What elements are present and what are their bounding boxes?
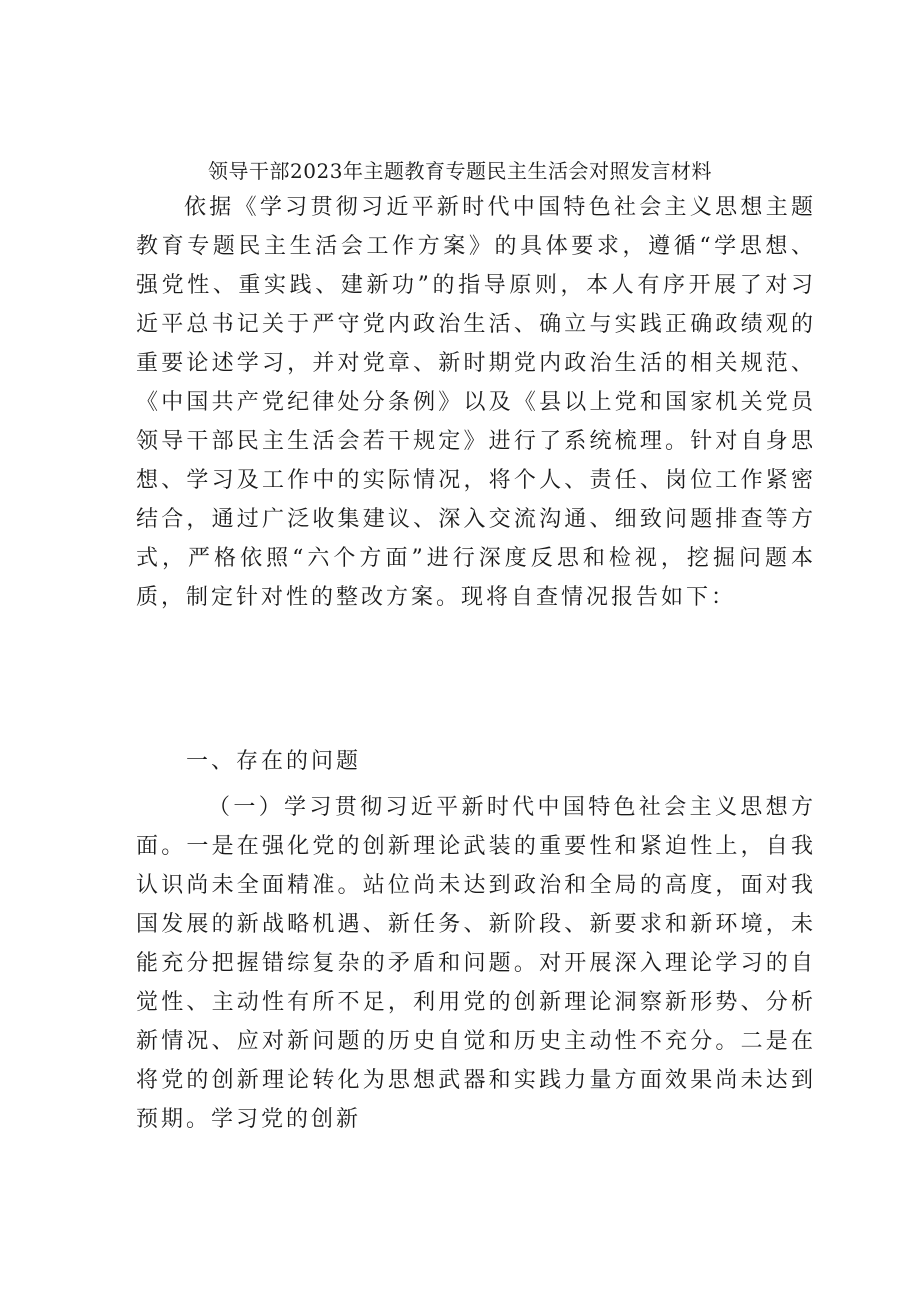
- subsection-paragraph: [136, 788, 816, 1139]
- intro-paragraph: 依据《学习贯彻习近平新时代中国特色社会主义思想主题教育专题民主生活会工作方案》的具体要求，遵循“学思想、强党性、重实践、建新功”的指导原则，本人有序开展了对习近平总书记关于严守党内政治生活、确立与实践正确政绩观的重要论述学习，并对党章、新时期党内政治生活的相关规范、《中国共产党纪律处分条例》以及《县以上党和国家机关党员领导干部民主生活会若干规定》进行了系统梳理。针对自身思想、学习及工作中的实际情况，将个人、责任、岗位工作紧密结合，通过广泛收集建议、深入交流沟通、细致问题排查等方式，严格依照“六个方面”进行深度反思和检视，挖掘问题本质，制定针对性的整改方案。现将自查情况报告如下：: [136, 195, 816, 610]
- document-title: 领导干部2023年主题教育专题民主生活会对照发言材料: [208, 159, 712, 183]
- section-heading: 一、存在的问题: [186, 749, 362, 774]
- subsection-heading: （一）学习贯彻习近平新时代中国特色社会主义思想方面。: [136, 795, 816, 859]
- subsection-text: 一是在强化党的创新理论武装的重要性和紧迫性上，自我认识尚未全面精准。站位尚未达到政治和全局的高度，面对我国发展的新战略机遇、新任务、新阶段、新要求和新环境，未能充分把握错综复杂的矛盾和问题。对开展深入理论学习的自觉性、主动性有所不足，利用党的创新理论洞察新形势、分析新情况、应对新问题的历史自觉和历史主动性不充分。二是在将党的创新理论转化为思想武器和实践力量方面效果尚未达到预期。学习党的创新: [136, 834, 816, 1132]
